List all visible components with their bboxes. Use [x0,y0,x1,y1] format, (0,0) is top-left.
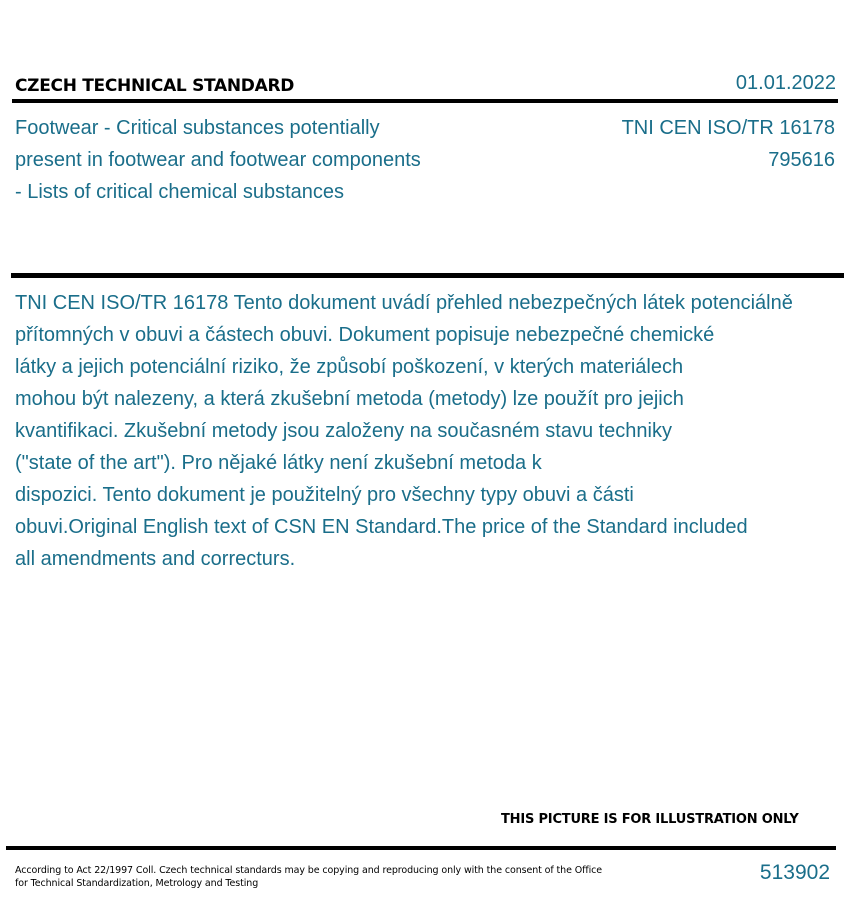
header-divider [12,99,838,103]
legal-line: According to Act 22/1997 Coll. Czech technical standards may be copying and reproducing only with the consent of the Office [15,865,603,876]
standard-designation: TNI CEN ISO/TR 16178 [621,117,835,139]
description-line: TNI CEN ISO/TR 16178 Tento dokument uvádí přehled nebezpečných látek potenciálně [15,292,793,314]
description-line: all amendments and correcturs. [15,548,296,570]
catalog-number: 795616 [768,149,835,171]
description-line: látky a jejich potenciální riziko, že způsobí poškození, v kterých materiálech [15,356,684,378]
section-divider [11,273,844,278]
issue-date: 01.01.2022 [735,72,836,94]
standard-description [15,287,855,575]
footer-divider [6,846,836,850]
standard-title-line: Footwear - Critical substances potentially [15,117,380,139]
illustration-notice: THIS PICTURE IS FOR ILLUSTRATION ONLY [501,812,799,827]
description-line: obuvi.Original English text of CSN EN Standard.The price of the Standard included [15,516,748,538]
description-line: ("state of the art"). Pro nějaké látky není zkušební metoda k [15,452,542,474]
description-line: mohou být nalezeny, a která zkušební metoda (metody) lze použít pro jejich [15,388,684,410]
standard-title-line: present in footwear and footwear components [15,149,421,171]
document-code: 513902 [759,861,830,884]
standard-title-line: - Lists of critical chemical substances [15,181,345,203]
description-line: přítomných v obuvi a částech obuvi. Dokument popisuje nebezpečné chemické [15,324,715,346]
description-line: kvantifikaci. Zkušební metody jsou založeny na současném stavu techniky [15,420,672,442]
legal-notice [15,864,602,890]
legal-line: for Technical Standardization, Metrology and Testing [15,878,259,889]
description-line: dispozici. Tento dokument je použitelný pro všechny typy obuvi a části [15,484,634,506]
brand-heading: CZECH TECHNICAL STANDARD [15,76,295,96]
